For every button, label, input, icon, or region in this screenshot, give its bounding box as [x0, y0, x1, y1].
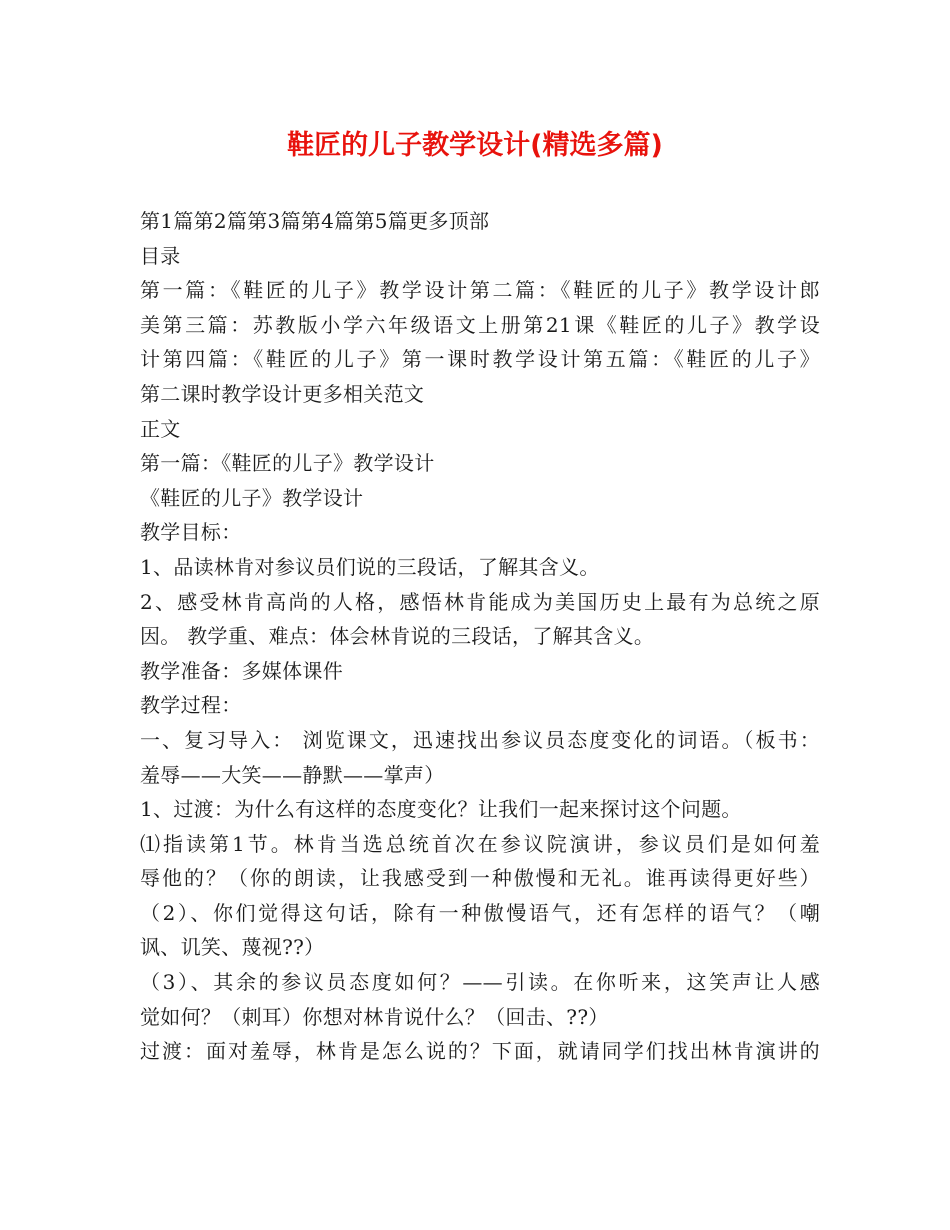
- document-body: [140, 204, 820, 1069]
- body-line: 过渡：面对羞辱，林肯是怎么说的？下面，就请同学们找出林肯演讲的: [140, 1039, 820, 1064]
- body-line: ⑴指读第1节。林肯当选总统首次在参议院演讲，参议员们是如何羞: [140, 831, 820, 856]
- body-line: 美第三篇：苏教版小学六年级语文上册第21课《鞋匠的儿子》教学设: [140, 312, 820, 337]
- body-line: 一、复习导入： 浏览课文，迅速找出参议员态度变化的词语。（板书：: [140, 727, 820, 752]
- body-line: 教学过程：: [140, 693, 242, 718]
- body-line: 正文: [140, 416, 181, 441]
- body-line: 羞辱——大笑——静默——掌声）: [140, 762, 445, 787]
- body-line: 1、品读林肯对参议员们说的三段话，了解其含义。: [140, 554, 600, 579]
- body-line: 觉如何？（刺耳）你想对林肯说什么？（回击、??）: [140, 1004, 609, 1029]
- body-line: 1、过渡：为什么有这样的态度变化？让我们一起来探讨这个问题。: [140, 797, 742, 822]
- body-line: 第1篇第2篇第3篇第4篇第5篇更多顶部: [140, 209, 490, 233]
- body-line: 2、感受林肯高尚的人格，感悟林肯能成为美国历史上最有为总统之原: [140, 589, 820, 614]
- body-line: 因。 教学重、难点：体会林肯说的三段话，了解其含义。: [140, 624, 655, 649]
- document-title: 鞋匠的儿子教学设计(精选多篇): [287, 130, 663, 161]
- body-line: 辱他的？（你的朗读，让我感受到一种傲慢和无礼。谁再读得更好些）: [140, 866, 820, 891]
- body-line: 目录: [140, 243, 181, 268]
- body-line: 教学准备：多媒体课件: [140, 658, 343, 683]
- body-line: 第一篇：《鞋匠的儿子》教学设计第二篇：《鞋匠的儿子》教学设计郎: [140, 278, 820, 303]
- body-line: 讽、讥笑、蔑视??）: [140, 935, 325, 960]
- body-line: 第二课时教学设计更多相关范文: [140, 381, 425, 406]
- body-line: （2）、你们觉得这句话，除有一种傲慢语气，还有怎样的语气？（嘲: [140, 900, 820, 925]
- body-line: 第一篇：《鞋匠的儿子》教学设计: [140, 451, 435, 476]
- body-line: 《鞋匠的儿子》教学设计: [140, 485, 364, 510]
- body-line: （3）、其余的参议员态度如何？——引读。在你听来，这笑声让人感: [140, 970, 820, 995]
- body-line: 教学目标：: [140, 520, 242, 545]
- body-line: 计第四篇：《鞋匠的儿子》第一课时教学设计第五篇：《鞋匠的儿子》: [140, 347, 820, 372]
